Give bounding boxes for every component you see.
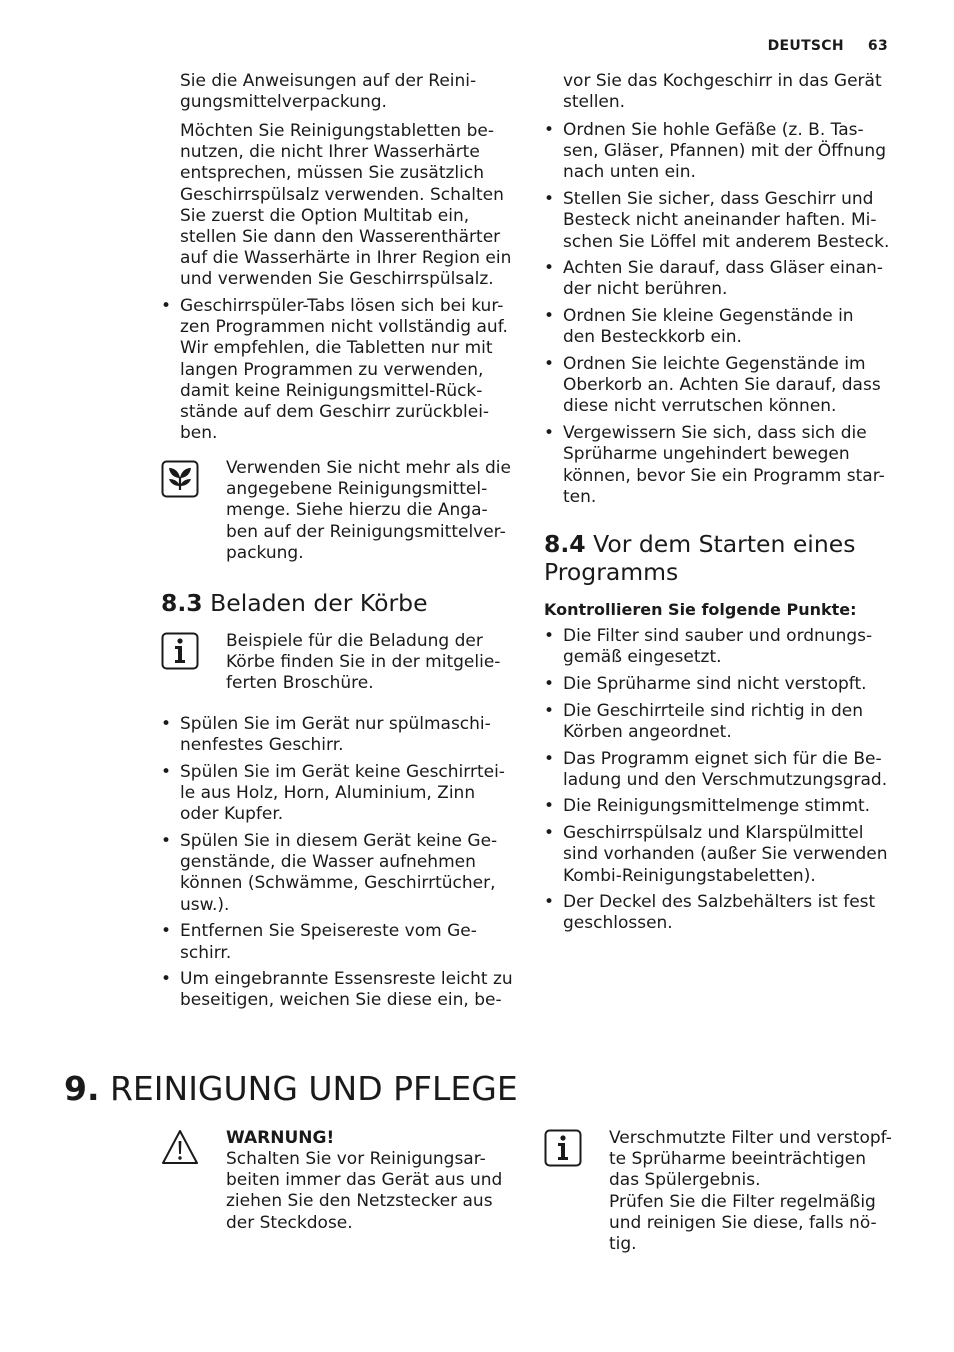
warning-text: Schalten Sie vor Reinigungsar- beiten immer das Gerät aus und ziehen Sie den Netzstecker aus der Steckdose. [226,1149,503,1233]
list-item: • Die Geschirrteile sind richtig in den Körben angeordnet. [544,701,919,743]
list-item: • Achten Sie darauf, dass Gläser einan- der nicht berühren. [544,258,914,300]
section-number: 8.3 [161,589,203,617]
list-item: • Die Filter sind sauber und ordnungs- gemäß eingesetzt. [544,626,919,668]
section-number: 8.4 [544,530,586,558]
check-heading: Kontrollieren Sie folgende Punkte: [544,600,857,619]
continuation-paragraph: vor Sie das Kochgeschirr in das Gerät stellen. [563,71,882,113]
list-item: • Spülen Sie im Gerät nur spülmaschi- nenfestes Geschirr. [161,714,521,756]
section-title: Beladen der Körbe [210,589,428,617]
list-item: • Ordnen Sie hohle Gefäße (z. B. Tas- sen, Gläser, Pfannen) mit der Öffnung nach unten ein. [544,120,914,184]
section-8-4-bullet-list [544,626,919,940]
section-9-heading [64,1070,884,1108]
header-section-label: DEUTSCH [767,38,844,54]
section-8-3-bullet-list [161,714,521,1017]
page-header [768,38,888,54]
list-item: • Spülen Sie im Gerät keine Geschirrtei- le aus Holz, Horn, Aluminium, Zinn oder Kupfer. [161,762,521,826]
list-item: • Das Programm eignet sich für die Be- ladung und den Verschmutzungsgrad. [544,749,919,791]
section-8-3-heading [161,589,521,617]
section-number: 9. [64,1069,100,1108]
section-8-4-heading [544,530,914,586]
list-item: • Entfernen Sie Speisereste vom Ge- schirr. [161,921,521,963]
info-icon [544,1129,582,1167]
page-number: 63 [867,38,888,54]
info-icon [161,632,199,670]
environment-icon [161,460,199,498]
list-item: • Um eingebrannte Essensreste leicht zu beseitigen, weichen Sie diese ein, be- [161,969,521,1011]
list-item: • Stellen Sie sicher, dass Geschirr und Besteck nicht aneinander haften. Mi- schen Sie Löffel mit anderem Besteck. [544,189,914,253]
info-note-loading: Beispiele für die Beladung der Körbe finden Sie in der mitgelie- ferten Broschüre. [226,631,501,694]
warning-label: WARNUNG! [226,1128,335,1148]
loading-bullet-list [544,120,914,513]
list-item: • Ordnen Sie leichte Gegenstände im Oberkorb an. Achten Sie darauf, dass diese nicht verrutschen können. [544,354,914,418]
list-item: • Geschirrspüler-Tabs lösen sich bei kur- zen Programmen nicht vollständig auf. Wir empfehlen, die Tabletten nur mit langen Programmen zu verwenden, damit keine Reinigungsmittel-Rück- stände auf dem Geschirr zurückblei- ben. [161,296,521,444]
list-item: • Geschirrspülsalz und Klarspülmittel sind vorhanden (außer Sie verwenden Kombi-Reinigungstabeletten). [544,823,919,887]
list-item: • Ordnen Sie kleine Gegenstände in den Besteckkorb ein. [544,306,914,348]
list-item: • Die Sprüharme sind nicht verstopft. [544,674,919,695]
list-item: • Der Deckel des Salzbehälters ist fest geschlossen. [544,892,919,934]
list-item: • Spülen Sie in diesem Gerät keine Ge- genstände, die Wasser aufnehmen können (Schwämme, Geschirrtücher, usw.). [161,831,521,916]
list-item: • Die Reinigungsmittelmenge stimmt. [544,796,919,817]
info-note-filters: Verschmutzte Filter und verstopf- te Sprüharme beeinträchtigen das Spülergebnis. Prüfen Sie die Filter regelmäßig und reinigen Sie diese, falls nö- tig. [609,1128,892,1255]
intro-paragraph-1: Sie die Anweisungen auf der Reini- gungsmittelverpackung. [180,71,477,113]
environment-note: Verwenden Sie nicht mehr als die angegebene Reinigungsmittel- menge. Siehe hierzu die Anga- ben auf der Reinigungsmittelver- packung. [226,458,511,563]
list-item: • Vergewissern Sie sich, dass sich die Sprüharme ungehindert bewegen können, bevor Sie ein Programm star- ten. [544,423,914,508]
intro-bullet-list [161,296,521,450]
section-title: REINIGUNG UND PFLEGE [110,1069,518,1108]
warning-icon [160,1128,200,1166]
intro-paragraph-2: Möchten Sie Reinigungstabletten be- nutzen, die nicht Ihrer Wasserhärte entsprechen, müssen Sie zusätzlich Geschirrspülsalz verwenden. Schalten Sie zuerst die Option Multitab ein, stellen Sie dann den Wasserenthärter auf die Wasserhärte in Ihrer Region ein und verwenden Sie Geschirrspülsalz. [180,121,512,290]
section-title: Vor dem Starten eines Programms [544,530,856,586]
